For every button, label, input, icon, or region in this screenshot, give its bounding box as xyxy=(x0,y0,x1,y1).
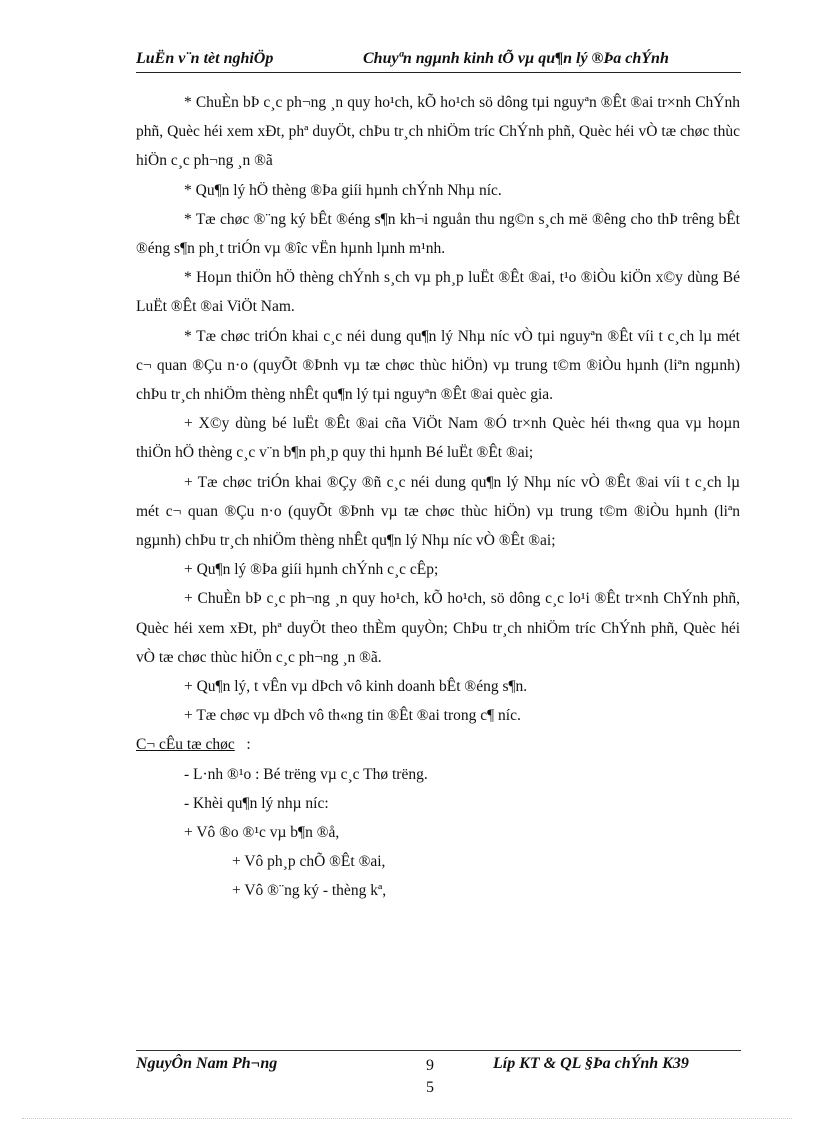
page-bottom-divider xyxy=(22,1118,792,1119)
paragraph: + Qu¶n lý, t vÊn vµ dÞch vô kinh doanh bÊt ®éng s¶n. xyxy=(184,678,528,696)
structure-heading-colon: : xyxy=(246,736,251,754)
structure-item: + Vô ®o ®¹c vµ b¶n ®å, xyxy=(184,824,340,842)
header-rule xyxy=(136,72,741,73)
header-right-title: Chuyªn ngµnh kinh tÕ vµ qu¶n lý ®Þa chÝnh xyxy=(363,50,669,67)
page-number: 9 xyxy=(426,1057,434,1074)
structure-subitem: + Vô ®¨ng ký - thèng kª, xyxy=(232,882,387,900)
header-left-title: LuËn v¨n tèt nghiÖp xyxy=(136,50,274,67)
paragraph: * Tæ chøc ®¨ng ký bÊt ®éng s¶n kh¬i nguån thu ng©n s¸ch më ®êng cho thÞ trêng bÊt ®éng s¶n ph¸t triÓn vµ ®îc vËn hµnh lµnh m¹nh. xyxy=(136,210,740,258)
structure-heading-line xyxy=(136,730,740,759)
paragraph: + X©y dùng bé luËt ®Êt ®ai cña ViÖt Nam ®Ó tr×nh Quèc héi th«ng qua vµ hoµn thiÖn hÖ thèng c¸c v¨n b¶n ph¸p quy thi hµnh Bé luËt ®Êt ®ai; xyxy=(136,415,740,462)
paragraph: * Tæ chøc triÓn khai c¸c néi dung qu¶n lý Nhµ níc vÒ tµi nguyªn ®Êt víi t c¸ch lµ mét c¬ quan ®Çu n·o (quyÕt ®Þnh vµ tæ chøc thùc hiÖn) vµ trung t©m ®iÒu hµnh (liªn ngµnh) chÞu tr¸ch nhiÖm thèng nhÊt qu¶n lý tµi nguyªn ®Êt ®ai quèc gia. xyxy=(136,327,740,404)
paragraph: + Qu¶n lý ®Þa giíi hµnh chÝnh c¸c cÊp; xyxy=(184,561,439,579)
paragraph: * ChuÈn bÞ c¸c ph¬ng ¸n quy ho¹ch, kÕ ho¹ch sö dông tµi nguyªn ®Êt ®ai tr×nh ChÝnh phñ, Quèc héi xem xÐt, phª duyÖt, chÞu tr¸ch nhiÖm tríc ChÝnh phñ, Quèc héi vÒ tæ chøc thùc hiÖn c¸c ph¬ng ¸n ®ã xyxy=(136,94,740,170)
footer-rule xyxy=(136,1050,741,1051)
structure-item: - Khèi qu¶n lý nhµ níc: xyxy=(184,794,329,812)
page-number-secondary: 5 xyxy=(426,1079,434,1096)
paragraph: * Qu¶n lý hÖ thèng ®Þa giíi hµnh chÝnh Nhµ níc. xyxy=(184,181,502,199)
structure-subitem: + Vô ph¸p chÕ ®Êt ®ai, xyxy=(232,853,386,871)
body-text xyxy=(136,88,740,906)
structure-heading: C¬ cÊu tæ chøc xyxy=(136,736,235,754)
paragraph: * Hoµn thiÖn hÖ thèng chÝnh s¸ch vµ ph¸p luËt ®Êt ®ai, t¹o ®iÒu kiÖn x©y dùng Bé LuËt ®Êt ®ai ViÖt Nam. xyxy=(136,269,740,316)
paragraph: + ChuÈn bÞ c¸c ph¬ng ¸n quy ho¹ch, kÕ ho¹ch, sö dông c¸c lo¹i ®Êt tr×nh ChÝnh phñ, Quèc héi xem xÐt, phª duyÖt theo thÈm quyÒn; ChÞu tr¸ch nhiÖm tríc ChÝnh phñ, Quèc héi vÒ tæ chøc thùc hiÖn c¸c ph¬ng ¸n ®ã. xyxy=(136,590,740,666)
footer-author: NguyÔn Nam Ph¬ng xyxy=(136,1055,278,1072)
structure-item: - L·nh ®¹o : Bé trëng vµ c¸c Thø trëng. xyxy=(184,765,428,783)
paragraph: + Tæ chøc triÓn khai ®Çy ®ñ c¸c néi dung qu¶n lý Nhµ níc vÒ ®Êt ®ai víi t c¸ch lµ mét c¬ quan ®Çu n·o (quyÕt ®Þnh vµ tæ chøc thùc hiÖn) vµ trung t©m ®iÒu hµnh (liªn ngµnh) chÞu tr¸ch nhiÖm thèng nhÊt qu¶n lý Nhµ níc vÒ ®Êt ®ai; xyxy=(136,473,740,550)
paragraph: + Tæ chøc vµ dÞch vô th«ng tin ®Êt ®ai trong c¶ níc. xyxy=(184,707,521,725)
footer-class: Líp KT & QL §Þa chÝnh K39 xyxy=(493,1055,689,1072)
